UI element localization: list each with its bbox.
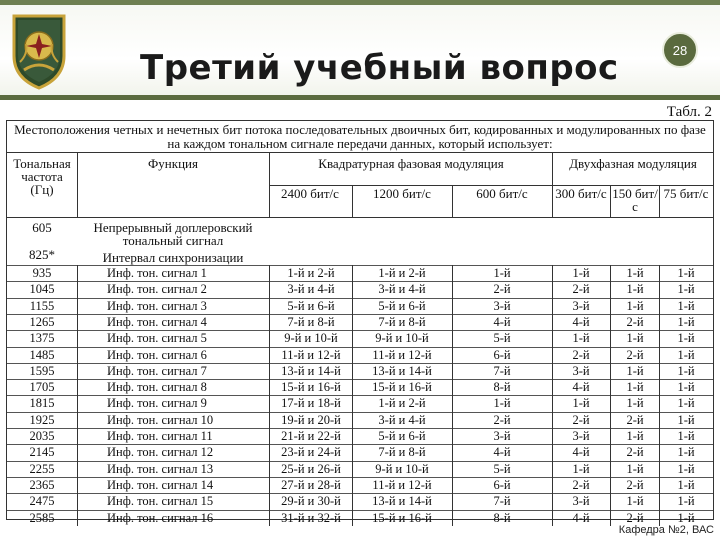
cell-bit-position: 3-й (493, 298, 511, 313)
cell-bit-position: 4-й (572, 380, 590, 395)
cell-function: Инф. тон. сигнал 8 (107, 380, 207, 395)
header-rate-300: 300 бит/с (555, 186, 607, 201)
cell-function: Инф. тон. сигнал 1 (107, 266, 207, 280)
table-row (7, 347, 713, 363)
header-rate-2400: 2400 бит/с (281, 186, 339, 201)
page-number-badge: 28 (662, 32, 698, 68)
cell-bit-position: 3-й и 4-й (378, 412, 426, 427)
cell-bit-position: 1-й (677, 510, 695, 525)
header-qpsk: Квадратурная фазовая модуляция (318, 156, 504, 171)
cell-bit-position: 1-й (572, 331, 590, 346)
cell-function: Инф. тон. сигнал 13 (107, 461, 214, 476)
cell-bit-position: 1-й (677, 363, 695, 378)
cell-bit-position: 1-й (626, 396, 644, 411)
cell-bit-position: 15-й и 16-й (372, 380, 432, 395)
cell-bit-position: 15-й и 16-й (372, 510, 432, 525)
cell-bit-position: 11-й и 12-й (372, 477, 432, 492)
table-row (7, 444, 713, 460)
cell-function: Инф. тон. сигнал 12 (107, 445, 214, 460)
table-row (7, 395, 713, 411)
cell-function: Инф. тон. сигнал 4 (107, 314, 207, 329)
table-row (7, 412, 713, 428)
cell-bit-position: 9-й и 10-й (375, 461, 429, 476)
cell-bit-position: 17-й и 18-й (281, 396, 341, 411)
header-rate-75: 75 бит/с (663, 186, 709, 201)
cell-bit-position: 4-й (572, 445, 590, 460)
pre-row-freq: 825* (29, 247, 55, 262)
cell-bit-position: 9-й и 10-й (284, 331, 338, 346)
cell-bit-position: 1-й (677, 314, 695, 329)
cell-bit-position: 13-й и 14-й (372, 363, 432, 378)
table-row (7, 363, 713, 379)
cell-bit-position: 2-й (626, 314, 644, 329)
cell-bit-position: 1-й (493, 396, 511, 411)
cell-function: Инф. тон. сигнал 15 (107, 494, 214, 509)
header-frequency: Тональная частота (Гц) (13, 156, 71, 197)
cell-function: Инф. тон. сигнал 7 (107, 363, 207, 378)
cell-function: Инф. тон. сигнал 10 (107, 412, 214, 427)
column-divider (269, 265, 270, 526)
table-row (7, 330, 713, 346)
cell-bit-position: 7-й и 8-й (378, 445, 426, 460)
cell-bit-position: 1-й (626, 494, 644, 509)
cell-bit-position: 3-й (572, 363, 590, 378)
cell-bit-position: 5-й и 6-й (378, 298, 426, 313)
column-divider (352, 265, 353, 526)
cell-bit-position: 1-й (677, 494, 695, 509)
military-emblem-icon (6, 10, 72, 90)
cell-bit-position: 2-й (626, 477, 644, 492)
cell-bit-position: 5-й (493, 331, 511, 346)
cell-bit-position: 2-й (626, 510, 644, 525)
cell-bit-position: 1-й (572, 396, 590, 411)
cell-frequency: 2475 (29, 494, 55, 509)
cell-bit-position: 1-й (572, 461, 590, 476)
cell-bit-position: 1-й (626, 298, 644, 313)
cell-bit-position: 3-й и 4-й (378, 282, 426, 297)
table-row (7, 265, 713, 281)
header-rate-150: 150 бит/с (612, 186, 658, 214)
cell-bit-position: 1-й (677, 477, 695, 492)
cell-bit-position: 8-й (493, 510, 511, 525)
cell-bit-position: 1-й (677, 429, 695, 443)
cell-frequency: 935 (32, 266, 52, 280)
cell-bit-position: 9-й и 10-й (375, 331, 429, 346)
page-title: Третий учебный вопрос (140, 48, 619, 88)
cell-frequency: 1155 (29, 298, 55, 313)
table-row (7, 461, 713, 477)
header-rate-600: 600 бит/с (476, 186, 528, 201)
cell-bit-position: 2-й (626, 347, 644, 362)
cell-function: Инф. тон. сигнал 11 (107, 429, 213, 443)
cell-bit-position: 1-й (626, 331, 644, 346)
table-row (7, 493, 713, 509)
cell-bit-position: 4-й (572, 510, 590, 525)
cell-bit-position: 2-й (493, 282, 511, 297)
cell-bit-position: 3-й (572, 494, 590, 509)
cell-frequency: 1045 (29, 282, 55, 297)
cell-bit-position: 2-й (572, 282, 590, 297)
slide-header (0, 0, 720, 100)
cell-bit-position: 3-й (572, 429, 590, 443)
cell-frequency: 2585 (29, 510, 55, 525)
cell-function: Инф. тон. сигнал 9 (107, 396, 207, 411)
pre-row-freq: 605 (32, 220, 52, 235)
cell-function: Инф. тон. сигнал 6 (107, 347, 207, 362)
table-row (7, 510, 713, 526)
data-table (6, 120, 714, 525)
cell-bit-position: 8-й (493, 380, 511, 395)
header-rate-1200: 1200 бит/с (373, 186, 431, 201)
cell-bit-position: 6-й (493, 477, 511, 492)
cell-bit-position: 6-й (493, 347, 511, 362)
cell-bit-position: 2-й (572, 412, 590, 427)
cell-bit-position: 23-й и 24-й (281, 445, 341, 460)
cell-bit-position: 7-й (493, 363, 511, 378)
cell-frequency: 1485 (29, 347, 55, 362)
cell-bit-position: 1-й (677, 396, 695, 411)
cell-bit-position: 1-й (626, 461, 644, 476)
cell-bit-position: 4-й (493, 445, 511, 460)
cell-frequency: 1595 (29, 363, 55, 378)
header-bpsk: Двухфазная модуляция (569, 156, 697, 171)
cell-bit-position: 1-й (677, 347, 695, 362)
table-row (7, 379, 713, 395)
cell-bit-position: 29-й и 30-й (281, 494, 341, 509)
cell-function: Инф. тон. сигнал 3 (107, 298, 207, 313)
cell-bit-position: 11-й и 12-й (372, 347, 432, 362)
cell-frequency: 1705 (29, 380, 55, 395)
cell-bit-position: 2-й (572, 347, 590, 362)
cell-frequency: 2255 (29, 461, 55, 476)
cell-bit-position: 4-й (572, 314, 590, 329)
cell-bit-position: 1-й (677, 461, 695, 476)
cell-bit-position: 1-й и 2-й (287, 266, 335, 280)
cell-frequency: 1265 (29, 314, 55, 329)
header-bottom-strip (0, 95, 720, 100)
cell-bit-position: 3-й и 4-й (287, 282, 335, 297)
table-row (7, 314, 713, 330)
cell-bit-position: 2-й (493, 412, 511, 427)
cell-bit-position: 1-й (677, 298, 695, 313)
cell-bit-position: 11-й и 12-й (281, 347, 341, 362)
cell-frequency: 1925 (29, 412, 55, 427)
cell-frequency: 2365 (29, 477, 55, 492)
cell-frequency: 2145 (29, 445, 55, 460)
cell-bit-position: 2-й (626, 412, 644, 427)
pre-row-func: Интервал синхронизации (102, 250, 244, 265)
cell-bit-position: 31-й и 32-й (281, 510, 341, 525)
cell-bit-position: 4-й (493, 314, 511, 329)
table-row (7, 477, 713, 493)
cell-bit-position: 1-й (677, 412, 695, 427)
cell-bit-position: 1-й (626, 266, 644, 280)
cell-function: Инф. тон. сигнал 16 (107, 510, 214, 525)
table-row (7, 428, 713, 444)
cell-bit-position: 1-й (677, 380, 695, 395)
column-divider (659, 265, 660, 526)
cell-bit-position: 5-й и 6-й (378, 429, 426, 443)
cell-bit-position: 1-й (626, 380, 644, 395)
column-divider (610, 265, 611, 526)
cell-bit-position: 1-й и 2-й (378, 266, 426, 280)
cell-bit-position: 1-й (493, 266, 511, 280)
cell-bit-position: 5-й и 6-й (287, 298, 335, 313)
pre-row-func: Непрерывный доплеровский тональный сигнал (93, 220, 253, 248)
cell-frequency: 1815 (29, 396, 55, 411)
footer-department: Кафедра №2, ВАС (618, 524, 714, 536)
cell-bit-position: 1-й (626, 282, 644, 297)
cell-bit-position: 1-й (677, 266, 695, 280)
cell-bit-position: 2-й (572, 477, 590, 492)
cell-bit-position: 2-й (626, 445, 644, 460)
cell-bit-position: 5-й (493, 461, 511, 476)
cell-bit-position: 3-й (493, 429, 511, 443)
cell-bit-position: 19-й и 20-й (281, 412, 341, 427)
cell-bit-position: 7-й (493, 494, 511, 509)
cell-bit-position: 1-й (677, 445, 695, 460)
cell-bit-position: 1-й (572, 266, 590, 280)
cell-function: Инф. тон. сигнал 2 (107, 282, 207, 297)
column-divider (552, 265, 553, 526)
cell-bit-position: 1-й (626, 429, 644, 443)
cell-bit-position: 1-й и 2-й (378, 396, 426, 411)
header-function: Функция (148, 156, 198, 171)
column-divider (77, 265, 78, 526)
cell-bit-position: 1-й (677, 282, 695, 297)
cell-bit-position: 13-й и 14-й (372, 494, 432, 509)
cell-bit-position: 25-й и 26-й (281, 461, 341, 476)
column-divider (452, 265, 453, 526)
cell-function: Инф. тон. сигнал 5 (107, 331, 207, 346)
cell-bit-position: 7-й и 8-й (287, 314, 335, 329)
cell-bit-position: 15-й и 16-й (281, 380, 341, 395)
cell-frequency: 2035 (29, 429, 55, 443)
cell-bit-position: 27-й и 28-й (281, 477, 341, 492)
cell-bit-position: 13-й и 14-й (281, 363, 341, 378)
table-row (7, 281, 713, 297)
cell-function: Инф. тон. сигнал 14 (107, 477, 214, 492)
cell-bit-position: 1-й (626, 363, 644, 378)
cell-bit-position: 7-й и 8-й (378, 314, 426, 329)
table-intro: Местоположения четных и нечетных бит потока последовательных двоичных бит, кодированных и модулированных по фазе на каждом тональном сигнале передачи данных, который использует: (14, 122, 706, 151)
cell-bit-position: 3-й (572, 298, 590, 313)
cell-bit-position: 21-й и 22-й (281, 429, 341, 443)
cell-frequency: 1375 (29, 331, 55, 346)
cell-bit-position: 1-й (677, 331, 695, 346)
table-row (7, 298, 713, 314)
table-caption: Табл. 2 (666, 104, 712, 120)
